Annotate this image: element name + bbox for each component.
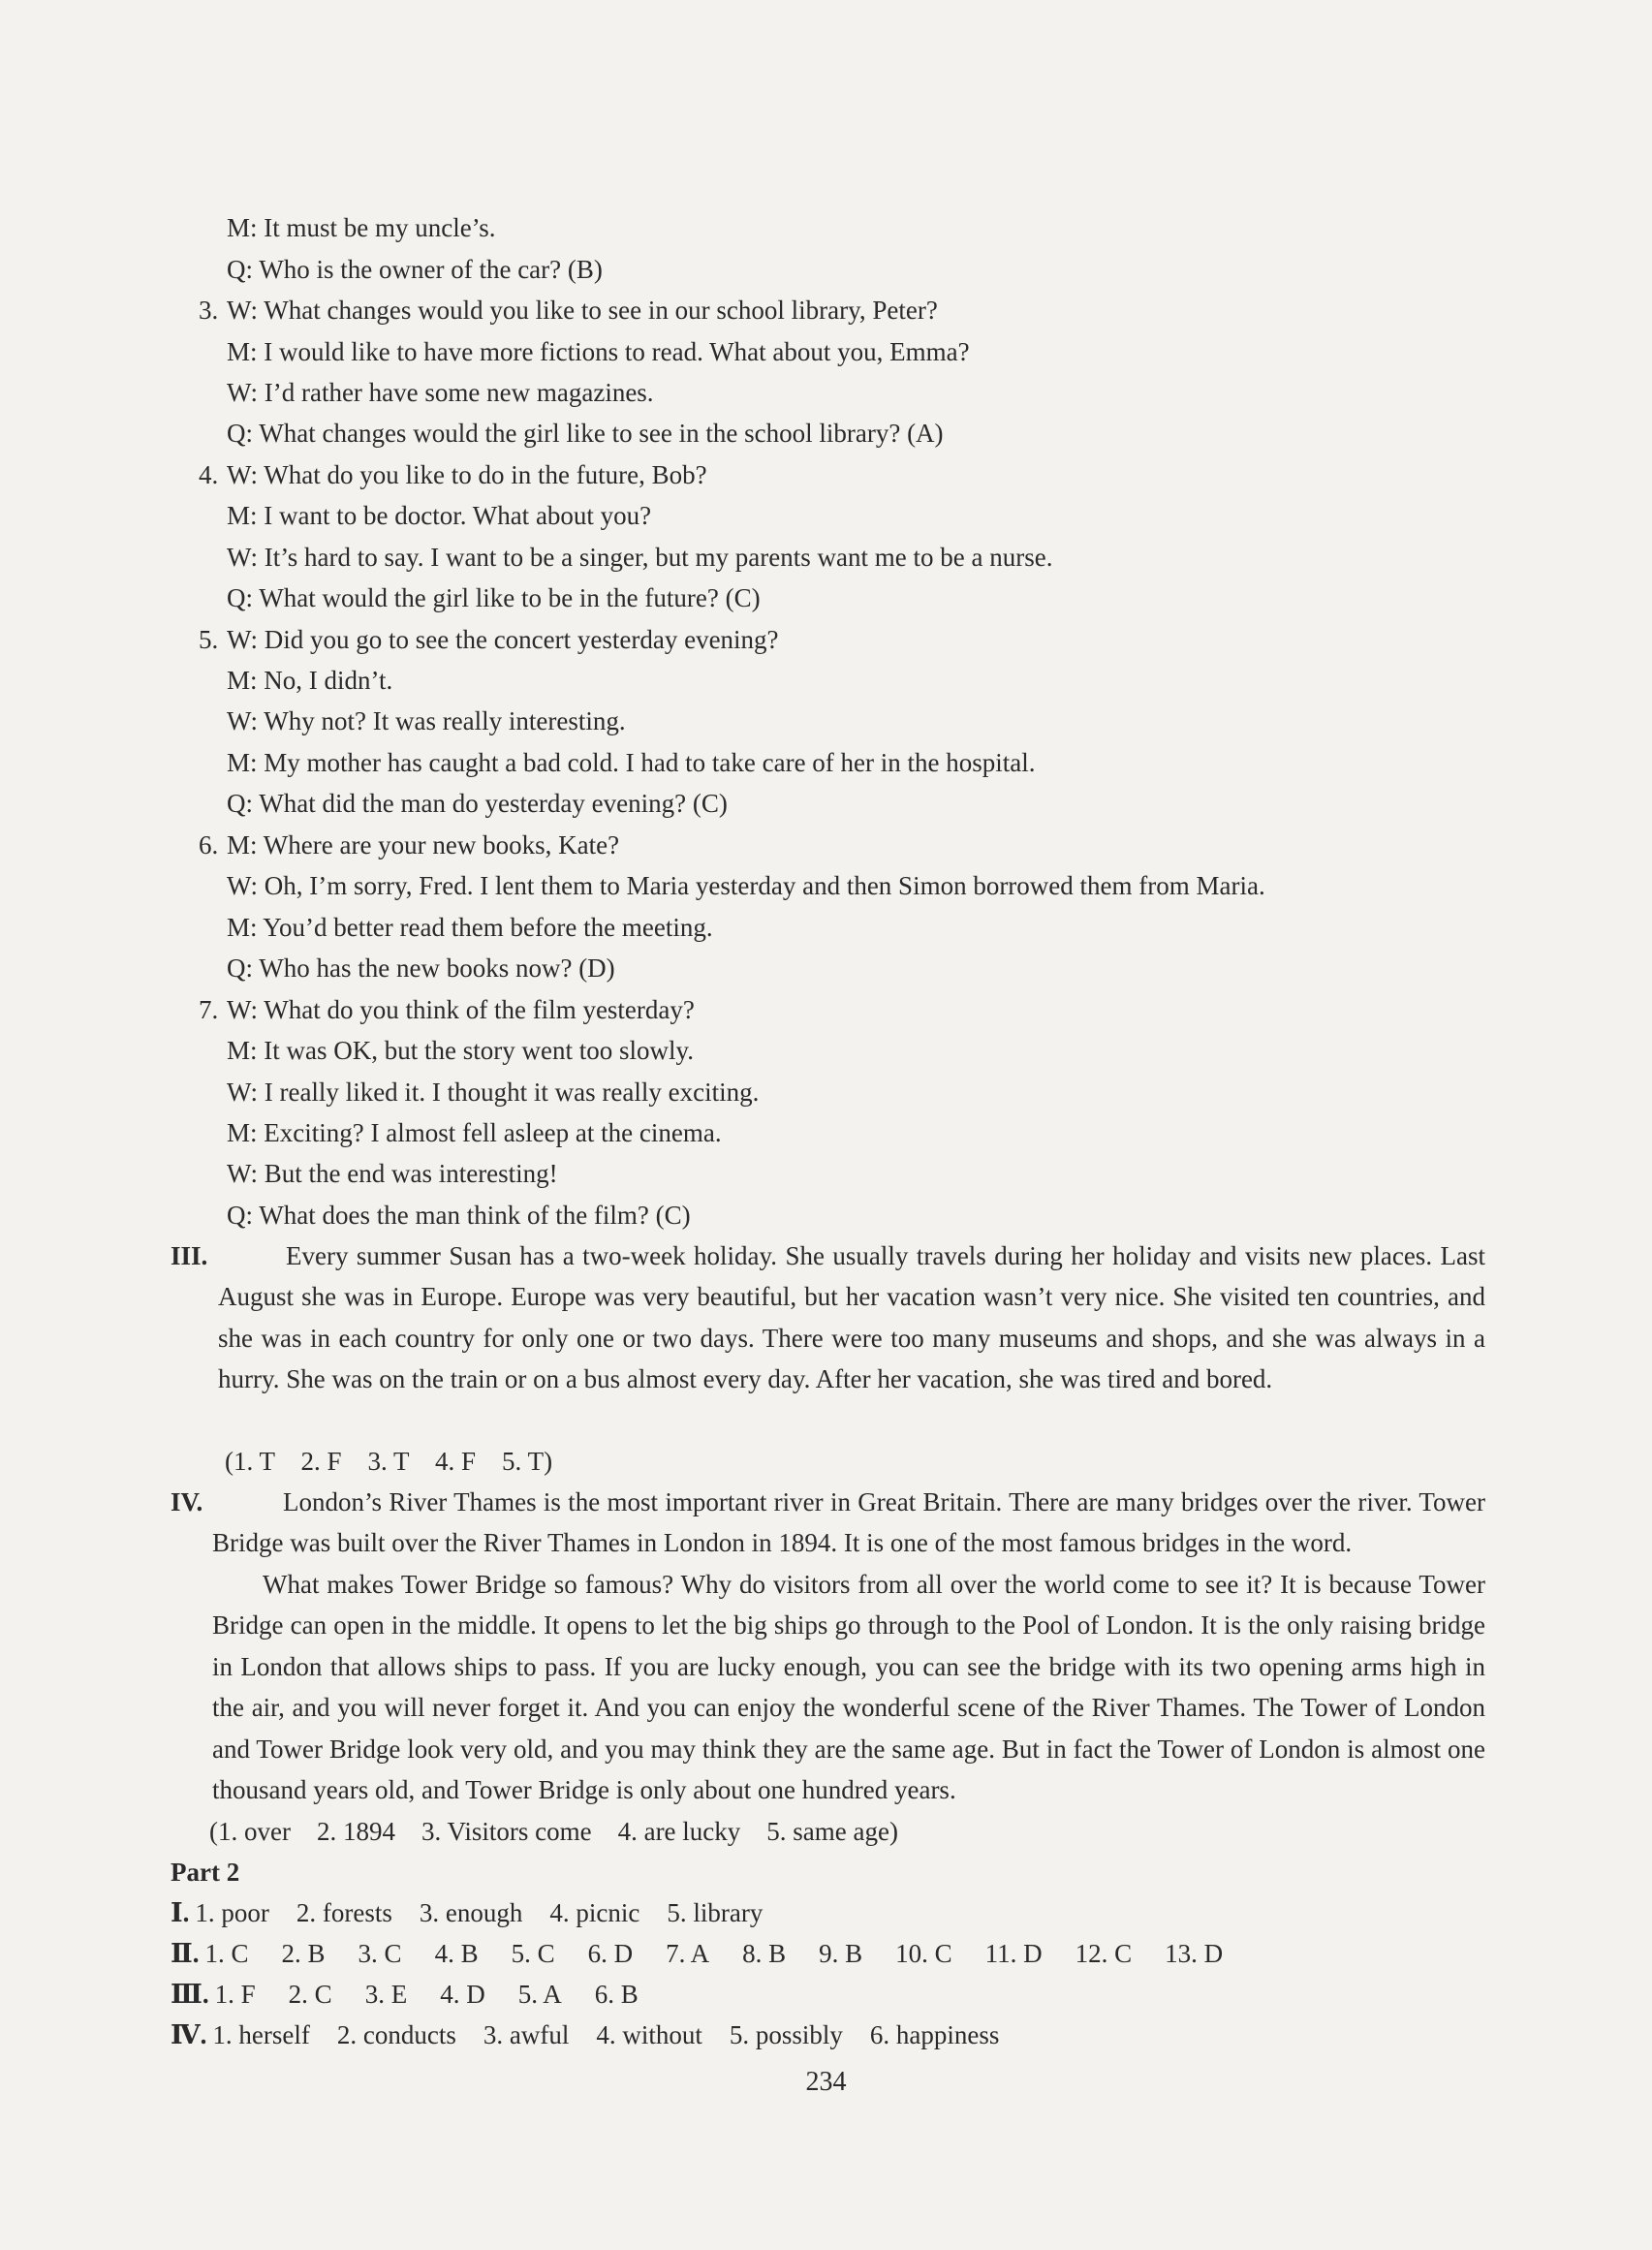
answer-item: 3. awful xyxy=(483,2020,570,2049)
answer-item: 1. C xyxy=(204,1939,249,1968)
dialogue-line: W: What do you like to do in the future, Bob? xyxy=(227,460,707,489)
answer-item: 4. picnic xyxy=(549,1898,640,1927)
dialogue-line: M: My mother has caught a bad cold. I had to take care of her in the hospital. xyxy=(227,748,1036,777)
dialogue-number: 5. xyxy=(199,625,219,654)
part-2-row-ii xyxy=(171,1937,1223,1970)
answer-item: 6. D xyxy=(587,1939,634,1968)
dialogue-number: 4. xyxy=(199,460,219,489)
answer-item: 8. B xyxy=(742,1939,787,1968)
dialogue-question: Q: What changes would the girl like to see in the school library? (A) xyxy=(227,419,944,448)
dialogue-line: M: I want to be doctor. What about you? xyxy=(227,501,652,530)
dialogue-line: M: Where are your new books, Kate? xyxy=(227,830,620,859)
dialogue-line: M: Exciting? I almost fell asleep at the cinema. xyxy=(227,1118,722,1147)
section-iii-passage: Every summer Susan has a two-week holiday. She usually travels during her holiday and visits new places. Last August she was in Europe. Europe was very beautiful, but her vacation wasn’t very nice. She visited ten countries, and she was in each country for only one or two days. There were too many museums and shops, and she was always in a hurry. She was on the train or on a bus almost every day. After her vacation, she was tired and bored. xyxy=(218,1241,1485,1394)
answer-item: 1. poor xyxy=(195,1898,269,1927)
answer-item: 2. B xyxy=(281,1939,326,1968)
dialogue-line: M: It was OK, but the story went too slowly. xyxy=(227,1036,694,1065)
answer-item: 4. without xyxy=(596,2020,702,2049)
dialogue-question: Q: What would the girl like to be in the future? (C) xyxy=(227,583,761,612)
answer-item: 13. D xyxy=(1165,1939,1224,1968)
answer-item: 6. B xyxy=(594,1980,639,2009)
answer-item: 5. possibly xyxy=(729,2020,843,2049)
dialogue-question: Q: What did the man do yesterday evening? (C) xyxy=(227,789,728,818)
section-iii-answers: (1. T 2. F 3. T 4. F 5. T) xyxy=(225,1447,553,1476)
page-number: 234 xyxy=(805,2067,847,2097)
answer-item: 10. C xyxy=(895,1939,952,1968)
dialogue-line: W: Did you go to see the concert yesterday evening? xyxy=(227,625,779,654)
dialogue-question: Q: What does the man think of the film? (C) xyxy=(227,1201,691,1230)
dialogue-line: M: No, I didn’t. xyxy=(227,666,393,695)
part-2-row-iv xyxy=(171,2018,999,2051)
dialogue-line: W: But the end was interesting! xyxy=(227,1159,558,1188)
answer-item: 3. enough xyxy=(419,1898,523,1927)
dialogue-line: W: What changes would you like to see in our school library, Peter? xyxy=(227,296,938,325)
answer-item: 1. herself xyxy=(212,2020,310,2049)
dialogue-line: M: You’d better read them before the meeting. xyxy=(227,913,713,942)
dialogue-line: W: Oh, I’m sorry, Fred. I lent them to Maria yesterday and then Simon borrowed them from Maria. xyxy=(227,871,1265,900)
dialogue-line: W: It’s hard to say. I want to be a singer, but my parents want me to be a nurse. xyxy=(227,543,1053,572)
dialogue-number: 7. xyxy=(199,995,219,1024)
dialogue-line: W: Why not? It was really interesting. xyxy=(227,706,626,735)
section-label-iv: IV. xyxy=(171,1487,203,1516)
part-2-row-i xyxy=(171,1896,763,1929)
answer-item: 7. A xyxy=(666,1939,710,1968)
answer-item: 9. B xyxy=(819,1939,863,1968)
answer-item: 2. conducts xyxy=(336,2020,456,2049)
part-2-row-iii xyxy=(171,1978,639,2011)
dialogue-question: Q: Who has the new books now? (D) xyxy=(227,953,615,983)
answer-item: 3. E xyxy=(364,1980,408,2009)
answer-item: 2. forests xyxy=(296,1898,392,1927)
part-2-title: Part 2 xyxy=(171,1858,240,1887)
dialogue-line: M: It must be my uncle’s. xyxy=(227,213,496,242)
answer-item: 6. happiness xyxy=(869,2020,1000,2049)
answer-item: 5. library xyxy=(667,1898,764,1927)
dialogue-number: 3. xyxy=(199,296,219,325)
answer-item: 4. D xyxy=(440,1980,485,2009)
answer-item: 5. A xyxy=(517,1980,562,2009)
row-label: Ⅳ. xyxy=(171,2020,207,2049)
section-iv-paragraph-1: London’s River Thames is the most important river in Great Britain. There are many bridges over the river. Tower Bridge was built over the River Thames in London in 1894. It is one of the most famous bridges in the word. xyxy=(212,1487,1485,1558)
dialogue-question: Q: Who is the owner of the car? (B) xyxy=(227,255,603,284)
answer-item: 1. F xyxy=(214,1980,256,2009)
dialogue-line: W: What do you think of the film yesterday? xyxy=(227,995,695,1024)
answer-item: 3. C xyxy=(358,1939,402,1968)
answer-item: 2. C xyxy=(288,1980,332,2009)
row-label: Ⅰ. xyxy=(171,1898,190,1927)
answer-item: 5. C xyxy=(511,1939,555,1968)
dialogue-line: W: I’d rather have some new magazines. xyxy=(227,378,654,407)
dialogue-line: W: I really liked it. I thought it was really exciting. xyxy=(227,1078,760,1107)
answer-item: 11. D xyxy=(984,1939,1043,1968)
section-iv-answers: (1. over 2. 1894 3. Visitors come 4. are lucky 5. same age) xyxy=(209,1817,898,1846)
section-label-iii: III. xyxy=(171,1241,208,1270)
answer-item: 4. B xyxy=(434,1939,479,1968)
section-iv-paragraph-2: What makes Tower Bridge so famous? Why do visitors from all over the world come to see it? It is because Tower Bridge can open in the middle. It opens to let the big ships go through to the Pool of London. It is the only raising bridge in London that allows ships to pass. If you are lucky enough, you can see the bridge with its two opening arms high in the air, and you will never forget it. And you can enjoy the wonderful scene of the River Thames. The Tower of London and Tower Bridge look very old, and you may think they are the same age. But in fact the Tower of London is almost one thousand years old, and Tower Bridge is only about one hundred years. xyxy=(212,1570,1485,1805)
dialogue-number: 6. xyxy=(199,830,219,859)
dialogue-line: M: I would like to have more fictions to read. What about you, Emma? xyxy=(227,337,970,366)
answer-item: 12. C xyxy=(1075,1939,1133,1968)
row-label: Ⅲ. xyxy=(171,1980,209,2009)
row-label: Ⅱ. xyxy=(171,1939,200,1968)
